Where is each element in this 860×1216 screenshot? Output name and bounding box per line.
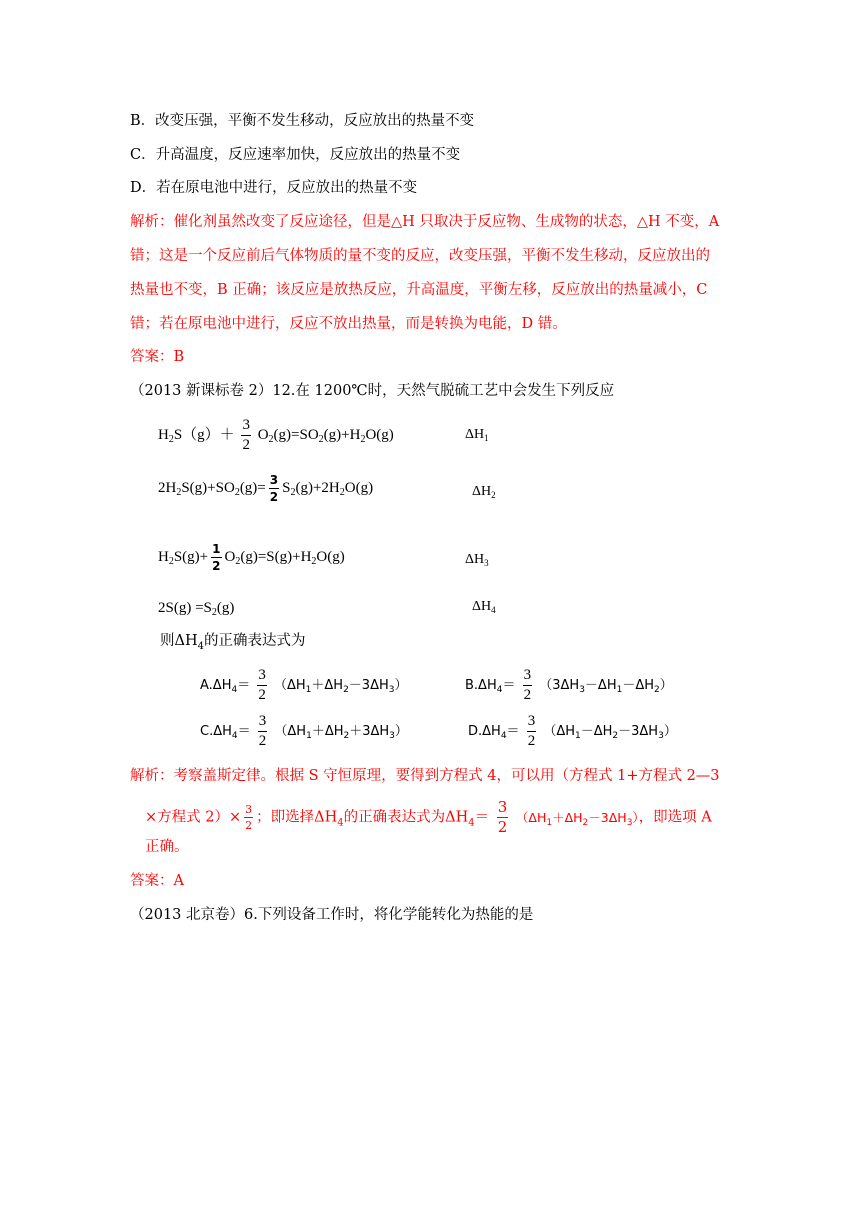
analysis-12-line-1: 解析：考察盖斯定律。根据 S 守恒原理，要得到方程式 4，可以用（方程式 1+方程式 2—3 xyxy=(130,768,720,784)
fraction-three-halves: $\frac{3}{2}$ xyxy=(242,417,250,453)
delta-h-1-label: $\Delta H_1$ xyxy=(465,427,489,443)
answer-12: 答案：A xyxy=(130,873,184,889)
option-c: C．升高温度，反应速率加快，反应放出的热量不变 xyxy=(130,147,461,163)
question-12-stem: （2013 新课标卷 2）12.在 1200℃时，天然气脱硫工艺中会发生下列反应 xyxy=(130,383,615,399)
analysis-12-line-2: ×方程式 2）× $\frac{3}{2}$ ；即选择$\Delta H_4$的正确表达式为$\Delta H_4=$ $\frac{3}{2}$ $(\Delta H_1+\Delta H_2-3\Delta H_3)$，即选项 A xyxy=(145,798,712,836)
delta-h-3-label: $\Delta H_3$ xyxy=(465,552,489,568)
delta-h-4-label: $\Delta H_4$ xyxy=(472,599,496,615)
equation-1: $H_2S(g)+$ $\frac{3}{2}$ $O_2(g)=SO_2(g)+H_2O(g)$ xyxy=(158,417,394,453)
option-d: D．若在原电池中进行，反应放出的热量不变 xyxy=(130,180,418,196)
analysis-11-line-4: 错；若在原电池中进行，反应不放出热量，而是转换为电能，D 错。 xyxy=(130,316,567,332)
question-13-stem: （2013 北京卷）6.下列设备工作时，将化学能转化为热能的是 xyxy=(130,907,534,923)
option-12-c: $C.\Delta H_4=$ $\frac{3}{2}$ $(\Delta H_1+\Delta H_2+3\Delta H_3)$ xyxy=(200,713,408,749)
equation-4: $2S(g) =S_2(g)$ xyxy=(158,600,235,618)
analysis-11-line-1: 解析：催化剂虽然改变了反应途径，但是△H 只取决于反应物、生成物的状态，△H 不变，A xyxy=(130,214,720,230)
analysis-11-line-3: 热量也不变，B 正确；该反应是放热反应，升高温度，平衡左移，反应放出的热量减小，C xyxy=(130,282,708,298)
option-12-d: $D.\Delta H_4=$ $\frac{3}{2}$ $(\Delta H_1-\Delta H_2-3\Delta H_3)$ xyxy=(468,713,677,749)
question-12-prompt: 则$\Delta H_4$的正确表达式为 xyxy=(160,633,306,652)
option-12-b: $B.\Delta H_4=$ $\frac{3}{2}$ $(3\Delta H_3-\Delta H_1-\Delta H_2)$ xyxy=(465,667,673,703)
equation-3: $H_2S(g)+$ $\frac{1}{2}$ $O_2(g)=S(g)+H_2O(g)$ xyxy=(158,542,345,573)
fraction-one-half-bold: $\frac{1}{2}$ xyxy=(212,542,221,573)
option-12-a: $A.\Delta H_4=$ $\frac{3}{2}$ $(\Delta H_1+\Delta H_2-3\Delta H_3)$ xyxy=(200,667,408,703)
fraction-three-halves-bold: $\frac{3}{2}$ xyxy=(269,473,279,504)
delta-h-2-label: $\Delta H_2$ xyxy=(472,484,496,500)
analysis-12-line-3: 正确。 xyxy=(145,839,189,855)
answer-11: 答案：B xyxy=(130,349,185,365)
analysis-11-line-2: 错；这是一个反应前后气体物质的量不变的反应，改变压强，平衡不发生移动，反应放出的 xyxy=(130,248,710,264)
equation-2: $2H_2S(g)+SO_2(g)=$ $\frac{3}{2}$ $S_2(g)+2H_2O(g)$ xyxy=(158,473,374,504)
option-b: B．改变压强，平衡不发生移动，反应放出的热量不变 xyxy=(130,113,475,129)
